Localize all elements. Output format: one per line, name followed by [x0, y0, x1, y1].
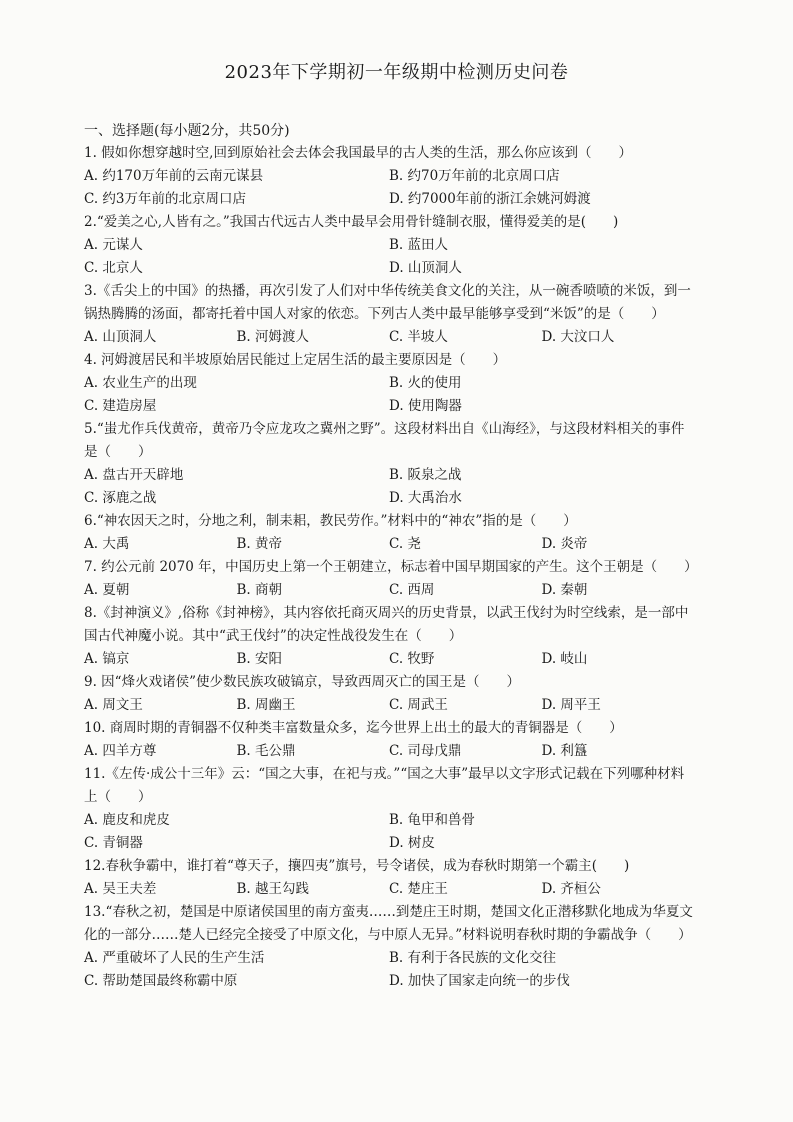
question-10	[84, 717, 694, 763]
option-a: A. 吴王夫差	[84, 881, 157, 897]
option-d: D. 树皮	[389, 835, 435, 851]
option-c: C. 建造房屋	[84, 398, 157, 414]
question-11	[84, 763, 694, 855]
option-b: B. 火的使用	[389, 375, 462, 391]
question-stem: 9. 因“烽火戏诸侯”使少数民族攻破镐京，导致西周灭亡的国王是（ ）	[84, 674, 520, 690]
options	[84, 740, 694, 763]
options	[84, 878, 694, 901]
option-a: A. 山顶洞人	[84, 329, 157, 345]
option-c: C. 周武王	[389, 697, 448, 713]
option-a: A. 四羊方尊	[84, 743, 157, 759]
option-b: B. 越王勾践	[236, 881, 310, 897]
option-c: C. 楚庄王	[389, 881, 448, 897]
option-a: A. 周文王	[84, 697, 143, 713]
question-stem: 5.“蚩尤作兵伐黄帝，黄帝乃令应龙攻之冀州之野”。这段材料出自《山海经》，与这段材料相关的事件是（ ）	[84, 421, 685, 460]
option-c: C. 涿鹿之战	[84, 490, 157, 506]
option-b: B. 龟甲和兽骨	[389, 812, 476, 828]
options	[84, 165, 694, 211]
option-a: A. 大禹	[84, 536, 130, 552]
option-a: A. 约170万年前的云南元谋县	[84, 168, 264, 184]
option-a: A. 夏朝	[84, 582, 130, 598]
option-d: D. 使用陶器	[389, 398, 462, 414]
question-6	[84, 510, 694, 556]
options	[84, 694, 694, 717]
options	[84, 234, 694, 280]
option-d: D. 约7000年前的浙江余姚河姆渡	[389, 191, 591, 207]
options	[84, 947, 694, 993]
option-c: C. 西周	[389, 582, 435, 598]
option-c: C. 司母戊鼎	[389, 743, 462, 759]
option-c: C. 牧野	[389, 651, 435, 667]
question-stem: 7. 约公元前 2070 年，中国历史上第一个王朝建立，标志着中国早期国家的产生。这个王朝是（ ）	[84, 559, 698, 575]
option-d: D. 山顶洞人	[389, 260, 462, 276]
option-b: B. 蓝田人	[389, 237, 449, 253]
option-b: B. 阪泉之战	[389, 467, 462, 483]
option-c: C. 约3万年前的北京周口店	[84, 191, 247, 207]
question-stem: 4. 河姆渡居民和半坡原始居民能过上定居生活的最主要原因是（ ）	[84, 352, 507, 368]
option-c: C. 帮助楚国最终称霸中原	[84, 973, 238, 989]
question-9	[84, 671, 694, 717]
question-stem: 10. 商周时期的青铜器不仅种类丰富数量众多，迄今世界上出土的最大的青铜器是（ ）	[84, 720, 623, 736]
option-d: D. 齐桓公	[541, 881, 601, 897]
option-b: B. 毛公鼎	[236, 743, 296, 759]
question-stem: 6.“神农因天之时，分地之利，制耒耜，教民劳作。”材料中的“神农”指的是（ ）	[84, 513, 577, 529]
options	[84, 809, 694, 855]
page-title: 2023年下学期初一年级期中检测历史问卷	[224, 62, 569, 83]
option-c: C. 青铜器	[84, 835, 143, 851]
option-d: D. 利簋	[541, 743, 588, 759]
option-b: B. 有利于各民族的文化交往	[389, 950, 557, 966]
question-5	[84, 418, 694, 510]
option-c: C. 半坡人	[389, 329, 448, 345]
options	[84, 648, 694, 671]
option-b: B. 周幽王	[236, 697, 296, 713]
option-c: C. 尧	[389, 536, 421, 552]
section-heading: 一、选择题(每小题2分，共50分)	[84, 123, 290, 139]
option-b: B. 约70万年前的北京周口店	[389, 168, 560, 184]
question-stem: 12.春秋争霸中，谁打着“尊天子，攘四夷”旗号，号令诸侯，成为春秋时期第一个霸主( )	[84, 858, 630, 874]
question-stem: 11.《左传·成公十三年》云：“国之大事，在祀与戎。”“国之大事”最早以文字形式记载在下列哪种材料上（ ）	[84, 766, 685, 805]
option-a: A. 盘古开天辟地	[84, 467, 184, 483]
question-1	[84, 142, 694, 211]
options	[84, 579, 694, 602]
question-2	[84, 211, 694, 280]
option-d: D. 周平王	[541, 697, 601, 713]
question-stem: 3.《舌尖上的中国》的热播，再次引发了人们对中华传统美食文化的关注，从一碗香喷喷的米饭，到一锅热腾腾的汤面，都寄托着中国人对家的依恋。下列古人类中最早能够享受到“米饭”的是（ ）	[84, 283, 691, 322]
options	[84, 464, 694, 510]
question-stem: 2.“爱美之心,人皆有之。”我国古代远古人类中最早会用骨针缝制衣服，懂得爱美的是( )	[84, 214, 619, 230]
question-4	[84, 349, 694, 418]
option-b: B. 黄帝	[236, 536, 283, 552]
option-a: A. 农业生产的出现	[84, 375, 197, 391]
options	[84, 533, 694, 556]
option-b: B. 商朝	[236, 582, 283, 598]
question-12	[84, 855, 694, 901]
question-7	[84, 556, 698, 602]
question-stem: 1. 假如你想穿越时空,回到原始社会去体会我国最早的古人类的生活，那么你应该到（ ）	[84, 145, 632, 161]
question-list	[84, 142, 698, 993]
option-a: A. 鹿皮和虎皮	[84, 812, 170, 828]
option-b: B. 安阳	[236, 651, 283, 667]
question-3	[84, 280, 694, 349]
question-stem: 8.《封神演义》,俗称《封神榜》，其内容依托商灭周兴的历史背景，以武王伐纣为时空线索，是一部中国古代神魔小说。其中“武王伐纣”的决定性战役发生在（ ）	[84, 605, 689, 644]
option-d: D. 大汶口人	[541, 329, 615, 345]
option-d: D. 岐山	[541, 651, 588, 667]
options	[84, 372, 694, 418]
option-c: C. 北京人	[84, 260, 143, 276]
option-d: D. 秦朝	[541, 582, 588, 598]
option-d: D. 大禹治水	[389, 490, 462, 506]
option-d: D. 炎帝	[541, 536, 588, 552]
question-13	[84, 901, 694, 993]
options	[84, 326, 694, 349]
option-a: A. 镐京	[84, 651, 130, 667]
option-d: D. 加快了国家走向统一的步伐	[389, 973, 570, 989]
option-b: B. 河姆渡人	[236, 329, 310, 345]
question-8	[84, 602, 694, 671]
option-a: A. 元谋人	[84, 237, 143, 253]
option-a: A. 严重破坏了人民的生产生活	[84, 950, 265, 966]
question-stem: 13.“春秋之初，楚国是中原诸侯国里的南方蛮夷……到楚庄王时期，楚国文化正潜移默化地成为华夏文化的一部分……楚人已经完全接受了中原文化，与中原人无异。”材料说明春秋时期的争霸战争（ ）	[84, 904, 693, 943]
